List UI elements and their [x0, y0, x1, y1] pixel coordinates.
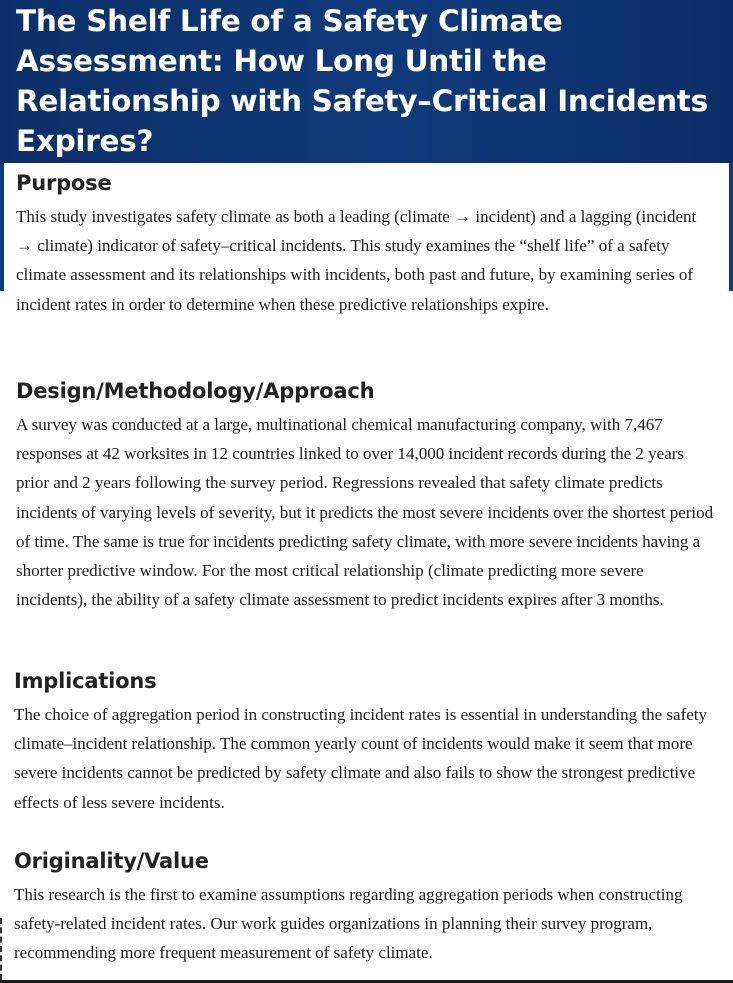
- section-body: A survey was conducted at a large, multinational chemical manufacturing company, with 7,467 responses at 42 worksites in 12 countries linked to over 14,000 incident records during the 2 years prior and 2 years following the survey period. Regressions revealed that safety climate predicts incidents of varying levels of severity, but it predicts the most severe incidents over the shortest period of time. The same is true for incidents predicting safety climate, with more severe incidents having a shorter predictive window. For the most critical relationship (climate predicting more severe incidents), the ability of a safety climate assessment to predict incidents expires after 3 months.: [16, 415, 714, 610]
- section-heading: Design/Methodology/Approach: [16, 379, 375, 403]
- section-body: The choice of aggregation period in constructing incident rates is essential in understanding the safety climate–incident relationship. The common yearly count of incidents would make it seem that more severe incidents cannot be predicted by safety climate and also fails to show the strongest predictive effects of less severe incidents.: [14, 705, 708, 812]
- section-heading: Purpose: [16, 171, 112, 195]
- section-design-methodology: [0, 376, 733, 614]
- section-heading: Implications: [14, 669, 157, 693]
- margin-marks: [0, 918, 4, 980]
- section-body: This research is the first to examine assumptions regarding aggregation periods when constructing safety-related incident rates. Our work guides organizations in planning their survey program, recommending more frequent measurement of safety climate.: [14, 885, 683, 963]
- title-banner: [0, 0, 733, 163]
- section-originality-value: [0, 846, 733, 968]
- section-body: This study investigates safety climate as both a leading (climate → incident) and a lagging (incident → climate) indicator of safety–critical incidents. This study examines the “shelf life” of a safety climate assessment and its relationships with incidents, both past and future, by examining series of incident rates in order to determine when these predictive relationships expire.: [16, 207, 697, 314]
- section-implications: [0, 666, 733, 817]
- page-title: The Shelf Life of a Safety Climate Assessment: How Long Until the Relationship with Safety–Critical Incidents Expires?: [16, 4, 708, 158]
- section-heading: Originality/Value: [14, 849, 209, 873]
- section-purpose: [0, 168, 733, 319]
